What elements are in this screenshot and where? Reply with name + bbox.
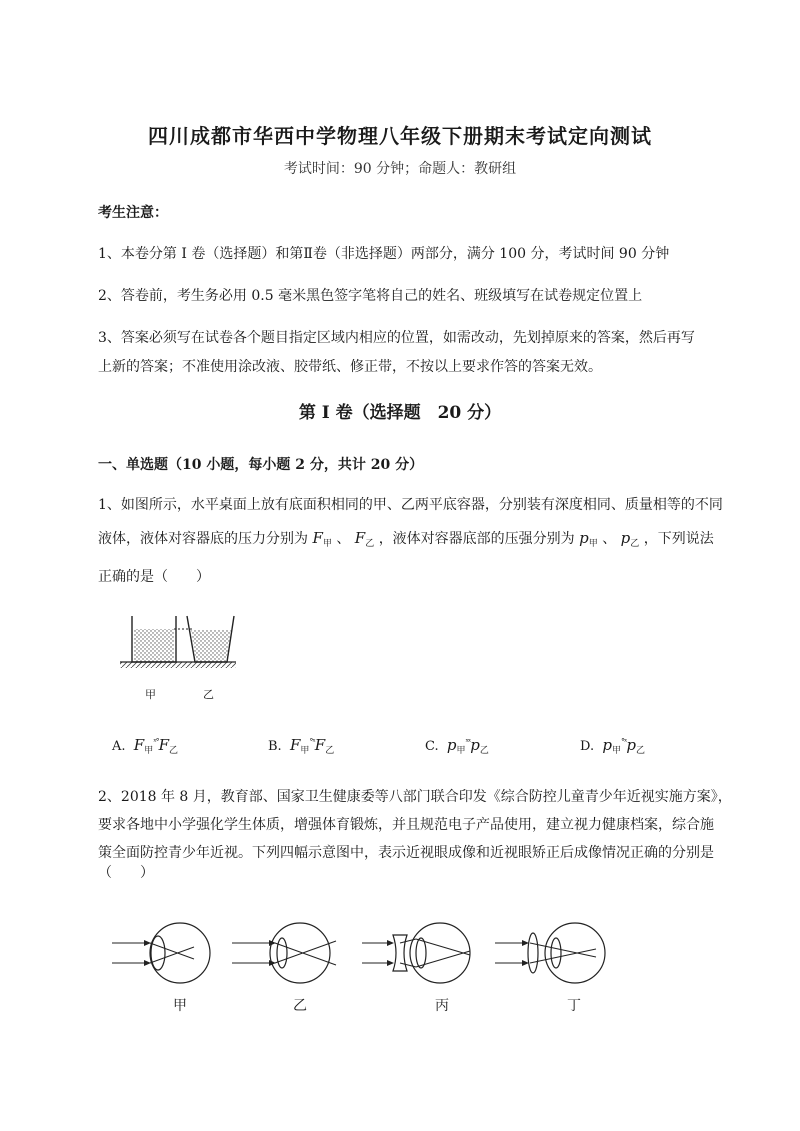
q2-text-line-3: 策全面防控青少年近视。下列四幅示意图中，表示近视眼成像和近视眼矫正后成像情况正确的分别是 xyxy=(98,845,714,861)
eye-diagram-jia xyxy=(112,923,210,983)
option-d[interactable]: D. $p_甲^{^\circ ˣ}p_乙$ xyxy=(580,736,645,756)
eye-label-bing: 丙 xyxy=(435,998,449,1014)
force-jia: $F_甲$ xyxy=(312,529,332,549)
option-c[interactable]: C. $p_甲^{ˣˣ}p_乙$ xyxy=(425,736,489,756)
eye-diagram-yi xyxy=(232,923,336,983)
container-label-jia: 甲 xyxy=(145,688,156,701)
exam-info: 考试时间：90 分钟；命题人：教研组 xyxy=(283,161,517,177)
eye-diagram-bing xyxy=(362,923,470,983)
eye-diagram-ding xyxy=(495,923,605,983)
option-b[interactable]: B. $F_甲^{^\circ ˣ}F_乙$ xyxy=(268,736,335,756)
section-title: 第 I 卷（选择题 20 分） xyxy=(298,403,502,423)
notice-heading: 考生注意： xyxy=(98,205,168,221)
q1-text-line-1: 1、如图所示，水平桌面上放有底面积相同的甲、乙两平底容器，分别装有深度相同、质量相等的不同 xyxy=(98,497,723,513)
page-title: 四川成都市华西中学物理八年级下册期末考试定向测试 xyxy=(148,124,652,148)
q2-text-line-2: 要求各地中小学强化学生体质，增强体育锻炼，并且规范电子产品使用，建立视力健康档案，综合施 xyxy=(98,817,714,833)
part-heading: 一、单选题（10 小题，每小题 2 分，共计 20 分） xyxy=(98,457,424,473)
eye-label-jia: 甲 xyxy=(173,998,187,1014)
container-label-yi: 乙 xyxy=(203,688,214,701)
option-a[interactable]: A. $F_甲^{ˣ^\circ}F_乙$ xyxy=(112,736,179,756)
containers-figure xyxy=(112,612,242,692)
eye-label-ding: 丁 xyxy=(567,998,581,1014)
container-yi xyxy=(187,616,234,662)
q2-text-line-4: （ ） xyxy=(98,865,154,881)
q2-text-line-1: 2、2018 年 8 月，教育部、国家卫生健康委等八部门联合印发《综合防控儿童青少年近视实施方案》， xyxy=(98,789,732,805)
pressure-jia: $p_甲$ xyxy=(579,529,598,549)
q1-text-line-2: 液体，液体对容器底的压力分别为 $F_甲$ 、 $F_乙$ ，液体对容器底部的压强分别为 $p_甲$ 、 $p_乙$ ，下列说法 xyxy=(98,529,714,549)
eye-label-yi: 乙 xyxy=(293,998,307,1014)
notice-item-2: 2、答卷前，考生务必用 0.5 毫米黑色签字笔将自己的姓名、班级填写在试卷规定位置上 xyxy=(98,288,643,304)
container-jia xyxy=(132,616,176,662)
q1-text-line-3: 正确的是（ ） xyxy=(98,569,210,585)
notice-item-3: 3、答案必须写在试卷各个题目指定区域内相应的位置，如需改动，先划掉原来的答案，然后再写上新的答案；不准使用涂改液、胶带纸、修正带，不按以上要求作答的答案无效。 xyxy=(98,330,695,375)
pressure-yi: $p_乙$ xyxy=(620,529,640,549)
force-yi: $F_乙$ xyxy=(354,529,375,549)
eye-diagrams xyxy=(110,915,620,995)
notice-item-1: 1、本卷分第 I 卷（选择题）和第Ⅱ卷（非选择题）两部分，满分 100 分，考试时间 90 分钟 xyxy=(98,246,670,262)
